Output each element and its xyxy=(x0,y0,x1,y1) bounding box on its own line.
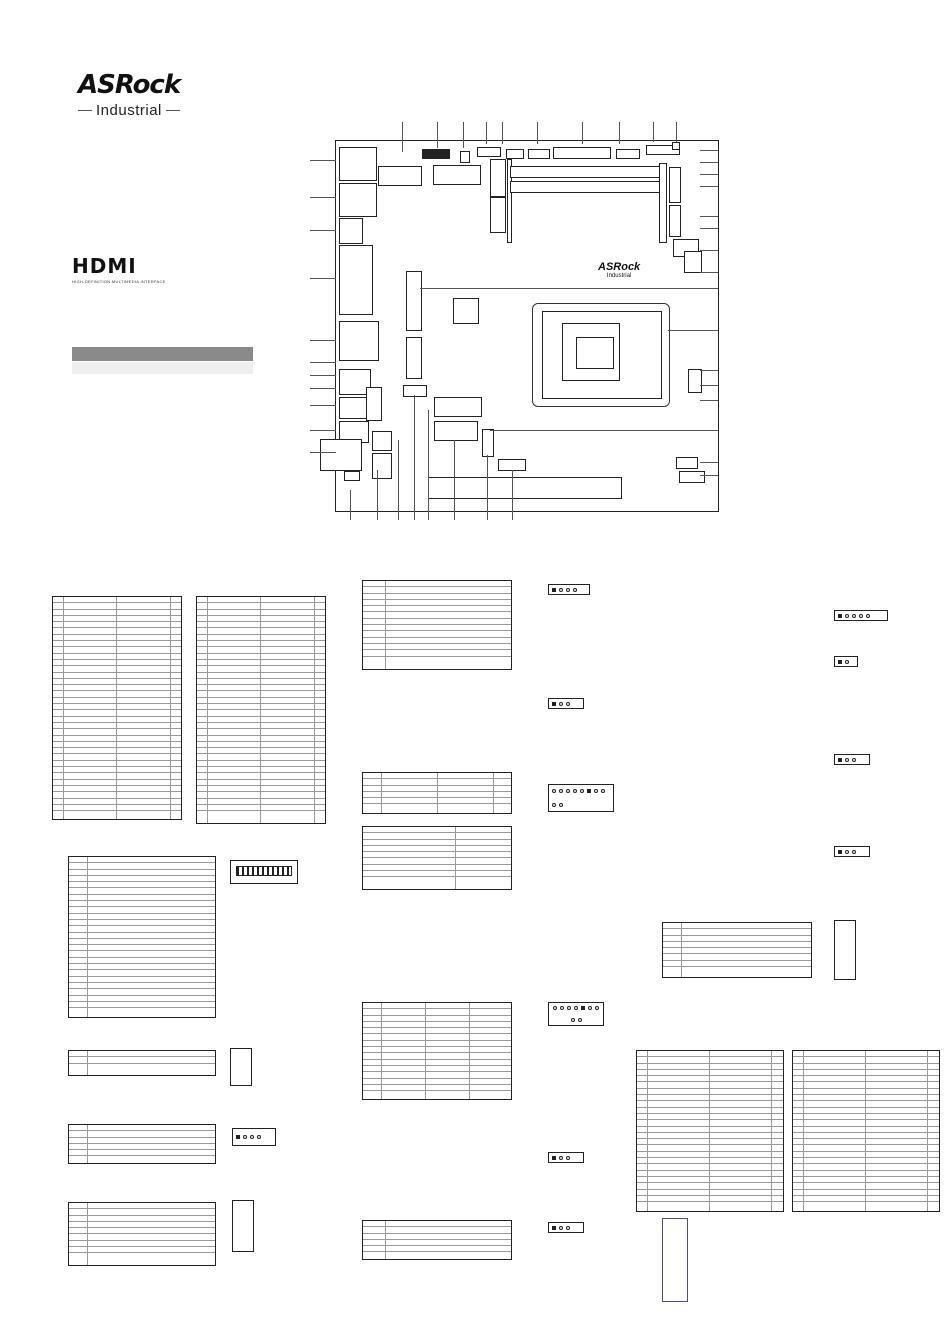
callout-line xyxy=(377,470,378,520)
hdmi-word: HDMI xyxy=(72,254,137,278)
callout-line xyxy=(700,162,718,163)
callout-line xyxy=(310,362,336,363)
io-port-audio-1 xyxy=(339,397,369,419)
dimm-slot-a xyxy=(510,166,662,178)
callout-line xyxy=(700,385,718,386)
header-small-3 xyxy=(616,149,640,159)
header-diagram-3pin-b xyxy=(834,754,870,765)
callout-line xyxy=(676,122,677,142)
connector-power-1 xyxy=(372,431,392,451)
pin-table-lvds xyxy=(68,856,216,1018)
chip-super-io xyxy=(433,165,481,185)
board-silkscreen-logo xyxy=(598,261,640,279)
connector-diagram-sata xyxy=(232,1200,254,1252)
pin-table-sata xyxy=(68,1202,216,1266)
callout-line xyxy=(310,388,336,389)
callout-line xyxy=(668,330,718,331)
connector-lvds-pins xyxy=(236,866,292,876)
motherboard-layout xyxy=(335,140,719,512)
header-diagram-2pin xyxy=(834,656,858,667)
callout-line xyxy=(700,462,718,463)
header-diagram-10pin xyxy=(548,784,614,812)
pin-table-6 xyxy=(792,1050,940,1212)
connector-diagram-fpc xyxy=(662,1218,688,1302)
pin-table-1 xyxy=(52,596,182,820)
callout-line xyxy=(700,272,718,273)
chip-lan-controller xyxy=(378,166,422,186)
header-diagram-3pin xyxy=(548,698,584,709)
table-row xyxy=(363,804,511,810)
callout-line xyxy=(310,230,336,231)
table-row xyxy=(637,1202,783,1208)
callout-line xyxy=(310,160,336,161)
header-diagram-fan xyxy=(232,1128,276,1146)
cpu-die xyxy=(576,337,614,369)
callout-line xyxy=(502,122,503,144)
pin-table-small xyxy=(362,1220,512,1260)
table-row xyxy=(69,1156,215,1162)
header-lvds xyxy=(422,149,450,159)
header-right-1 xyxy=(669,167,681,203)
chip-pch xyxy=(453,298,479,324)
header-right-lower-2 xyxy=(676,457,698,469)
callout-line xyxy=(700,370,718,371)
io-port-dc-in xyxy=(320,439,362,471)
header-audio xyxy=(366,387,382,421)
header-right-2 xyxy=(669,205,681,237)
callout-line xyxy=(428,410,429,520)
asrock-logo xyxy=(78,70,198,119)
table-row xyxy=(69,1064,215,1070)
header-front-usb xyxy=(553,147,611,159)
logo-subtitle xyxy=(78,102,198,119)
table-row xyxy=(363,1252,511,1258)
callout-line xyxy=(310,375,336,376)
io-port-usb-stack-2 xyxy=(339,183,377,217)
pin-table-3 xyxy=(362,772,512,814)
callout-line xyxy=(437,122,438,148)
callout-line xyxy=(582,122,583,144)
callout-line xyxy=(463,122,464,148)
connector-diagram-usb xyxy=(834,920,856,980)
callout-line xyxy=(653,122,654,142)
table-row xyxy=(663,967,811,973)
callout-line xyxy=(414,395,415,520)
dimm-slot-b xyxy=(510,181,662,193)
logo-sub-text: Industrial xyxy=(96,102,162,119)
table-row xyxy=(69,1008,215,1014)
section-bar xyxy=(72,347,253,361)
board-logo-sub: Industrial xyxy=(606,273,632,279)
table-row xyxy=(363,657,511,663)
callout-line xyxy=(700,186,718,187)
header-mid-vertical xyxy=(482,429,494,457)
connector-atx-power xyxy=(684,251,702,273)
table-row xyxy=(53,811,181,817)
pin-table-power xyxy=(68,1050,216,1076)
header-fan-top xyxy=(477,147,501,157)
callout-line xyxy=(700,250,718,251)
callout-line xyxy=(700,216,718,217)
callout-line xyxy=(420,288,718,289)
chip-mid-2 xyxy=(434,421,478,441)
header-diagram-4pin xyxy=(548,584,590,595)
board-logo-text: ASRock xyxy=(598,261,641,273)
callout-line xyxy=(700,400,718,401)
header-small-1 xyxy=(506,149,524,159)
callout-line xyxy=(486,122,487,144)
io-port-hdmi xyxy=(339,218,363,244)
io-port-lan xyxy=(339,321,379,361)
pin-table-5 xyxy=(636,1050,784,1212)
callout-line xyxy=(398,440,399,520)
jumper-corner xyxy=(672,142,680,150)
jumper-top xyxy=(460,151,470,163)
callout-line xyxy=(700,228,718,229)
callout-line xyxy=(490,430,718,431)
callout-line xyxy=(402,122,403,152)
header-right-lower-1 xyxy=(688,369,702,393)
header-diagram-3pin-e xyxy=(548,1222,584,1233)
slot-pcie xyxy=(428,477,622,499)
pin-table-com xyxy=(362,1002,512,1100)
header-diagram-3pin-c xyxy=(834,846,870,857)
header-spdif xyxy=(403,385,427,397)
hdmi-logo xyxy=(72,254,166,284)
section-subbar xyxy=(72,362,253,374)
pin-table-2 xyxy=(196,596,326,824)
connector-diagram-power xyxy=(230,1048,252,1086)
logo-text: ASRock xyxy=(78,70,181,100)
pin-table-fan xyxy=(68,1124,216,1164)
table-row xyxy=(197,811,325,817)
callout-line xyxy=(512,470,513,520)
io-port-dp-stack xyxy=(339,245,373,315)
callout-line xyxy=(310,430,336,431)
callout-line xyxy=(310,197,336,198)
io-port-usb-stack-1 xyxy=(339,147,377,181)
table-row xyxy=(363,1091,511,1097)
header-right-lower-3 xyxy=(679,471,705,483)
header-diagram-5pin xyxy=(834,610,888,621)
slot-m2-2 xyxy=(490,197,506,233)
pin-table-usb xyxy=(662,922,812,978)
table-row xyxy=(793,1202,939,1208)
callout-line xyxy=(310,452,336,453)
table-row xyxy=(363,877,511,883)
callout-line xyxy=(619,122,620,144)
callout-line xyxy=(310,340,336,341)
chip-mid-1 xyxy=(434,397,482,417)
callout-line xyxy=(454,440,455,520)
slot-m2-1 xyxy=(490,159,506,197)
header-bottom-left xyxy=(344,471,360,481)
hdmi-tagline: HIGH-DEFINITION MULTIMEDIA INTERFACE xyxy=(72,279,166,284)
dimm-latch xyxy=(659,163,667,243)
callout-line xyxy=(700,475,718,476)
header-diagram-3pin-d xyxy=(548,1152,584,1163)
callout-line xyxy=(700,150,718,151)
pin-table-4 xyxy=(362,826,512,890)
callout-line xyxy=(700,174,718,175)
callout-line xyxy=(487,455,488,520)
header-com xyxy=(406,337,422,379)
callout-line xyxy=(310,278,336,279)
jumper-table xyxy=(362,580,512,670)
table-row xyxy=(69,1253,215,1259)
header-tpm xyxy=(406,271,422,331)
connector-power-2 xyxy=(372,453,392,479)
callout-line xyxy=(310,405,336,406)
header-diagram-com xyxy=(548,1002,604,1026)
callout-line xyxy=(350,490,351,520)
header-small-2 xyxy=(528,149,550,159)
callout-line xyxy=(537,122,538,144)
